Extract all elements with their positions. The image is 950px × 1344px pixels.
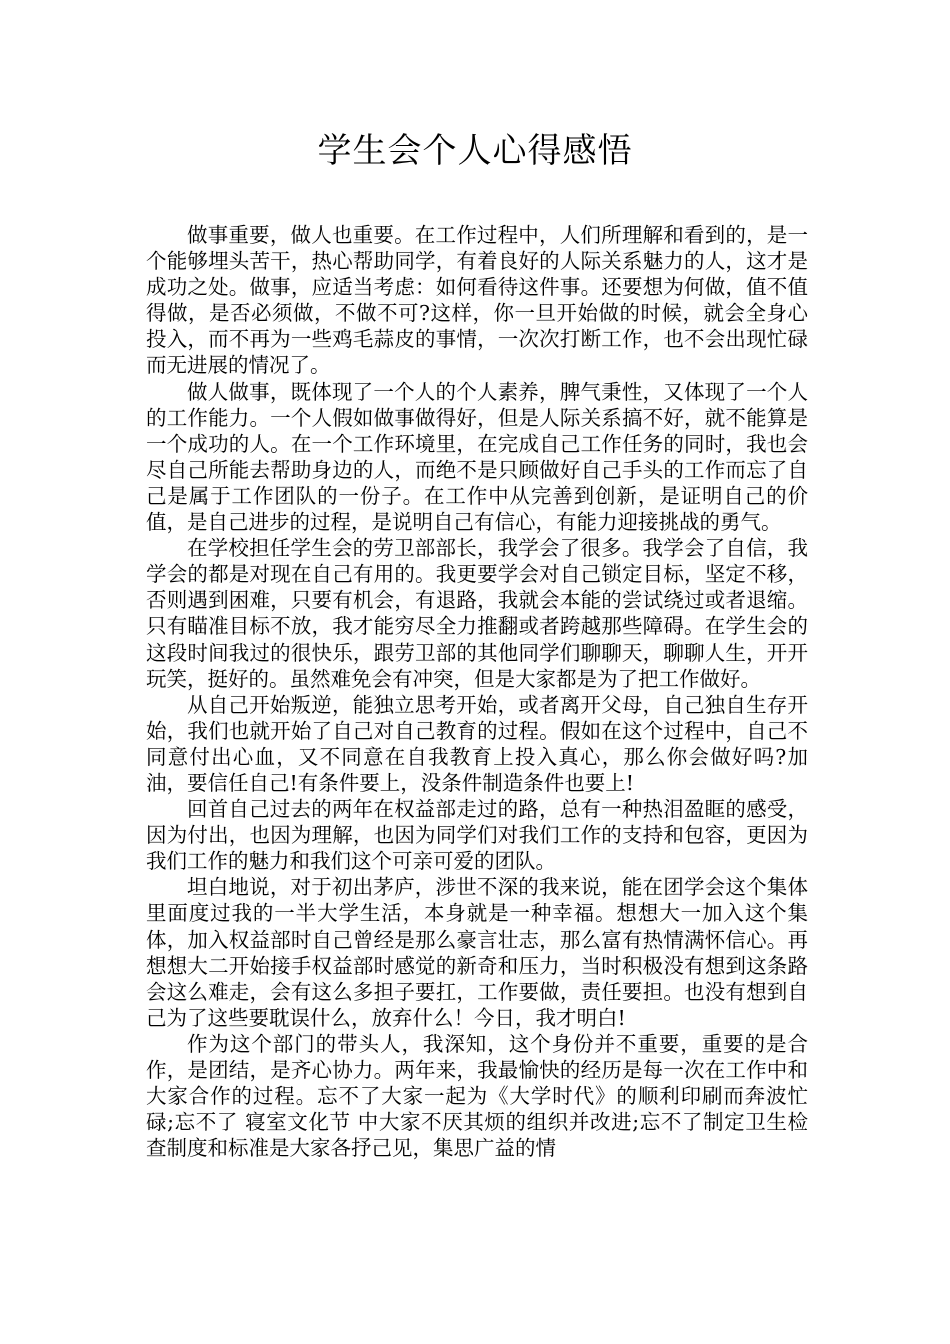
document-title: 学生会个人心得感悟 [317, 131, 633, 171]
body-paragraph: 从自己开始叛逆，能独立思考开始，或者离开父母，自己独自生存开始，我们也就开始了自己对自己教育的过程。假如在这个过程中，自己不同意付出心血，又不同意在自我教育上投入真心，那么你会做好吗?加油，要信任自己!有条件要上，没条件制造条件也要上! [146, 692, 808, 795]
body-paragraph: 在学校担任学生会的劳卫部部长，我学会了很多。我学会了自信，我学会的都是对现在自己有用的。我更要学会对自己锁定目标，坚定不移，否则遇到困难，只要有机会，有退路，我就会本能的尝试绕过或者退缩。只有瞄准目标不放，我才能穷尽全力推翻或者跨越那些障碍。在学生会的这段时间我过的很快乐，跟劳卫部的其他同学们聊聊天，聊聊人生，开开玩笑，挺好的。虽然难免会有冲突，但是大家都是为了把工作做好。 [146, 536, 808, 691]
document-body [146, 222, 808, 1161]
body-paragraph: 坦白地说，对于初出茅庐，涉世不深的我来说，能在团学会这个集体里面度过我的一半大学生活，本身就是一种幸福。想想大一加入这个集体，加入权益部时自己曾经是那么豪言壮志，那么富有热情满怀信心。再想想大二开始接手权益部时感觉的新奇和压力，当时积极没有想到这条路会这么难走，会有这么多担子要扛，工作要做，责任要担。也没有想到自己为了这些要耽误什么，放弃什么！今日，我才明白! [146, 875, 808, 1030]
body-paragraph: 做人做事，既体现了一个人的个人素养，脾气秉性，又体现了一个人的工作能力。一个人假如做事做得好，但是人际关系搞不好，就不能算是一个成功的人。在一个工作环境里，在完成自己工作任务的同时，我也会尽自己所能去帮助身边的人，而绝不是只顾做好自己手头的工作而忘了自己是属于工作团队的一份子。在工作中从完善到创新，是证明自己的价值，是自己进步的过程，是说明自己有信心，有能力迎接挑战的勇气。 [146, 379, 808, 535]
body-paragraph: 作为这个部门的带头人，我深知，这个身份并不重要，重要的是合作，是团结，是齐心协力。两年来，我最愉快的经历是每一次在工作中和大家合作的过程。忘不了大家一起为《大学时代》的顺利印刷而奔波忙碌;忘不了 寝室文化节 中大家不厌其烦的组织并改进;忘不了制定卫生检查制度和标准是大家各抒己见，集思广益的情 [146, 1031, 808, 1161]
body-paragraph: 做事重要，做人也重要。在工作过程中，人们所理解和看到的，是一个能够埋头苦干，热心帮助同学，有着良好的人际关系魅力的人，这才是成功之处。做事，应适当考虑：如何看待这件事。还要想为何做，值不值得做，是否必须做，不做不可?这样，你一旦开始做的时候，就会全身心投入，而不再为一些鸡毛蒜皮的事情，一次次打断工作，也不会出现忙碌而无进展的情况了。 [146, 223, 808, 378]
body-paragraph: 回首自己过去的两年在权益部走过的路，总有一种热泪盈眶的感受，因为付出，也因为理解，也因为同学们对我们工作的支持和包容，更因为我们工作的魅力和我们这个可亲可爱的团队。 [146, 797, 808, 874]
